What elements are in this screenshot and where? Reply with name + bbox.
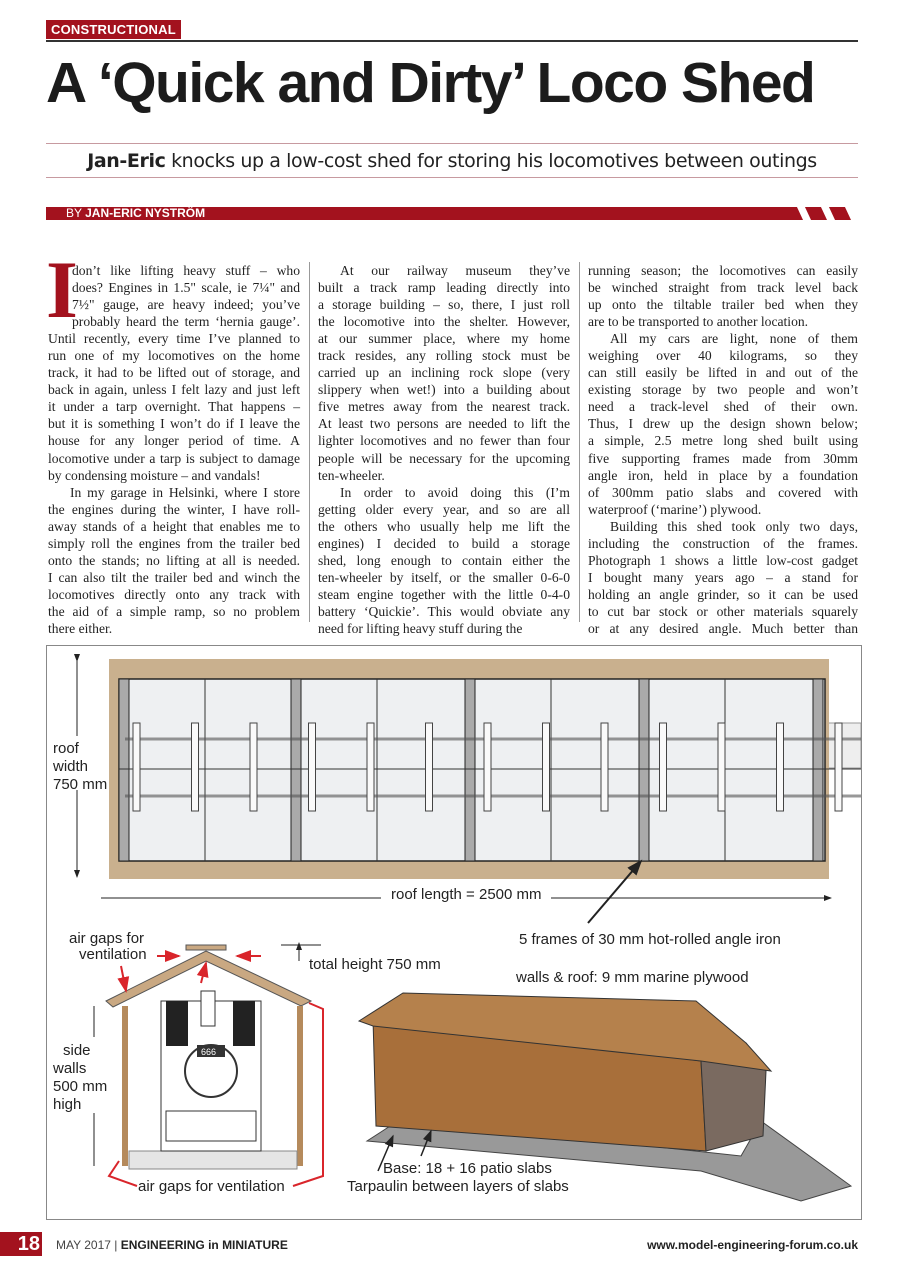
roof-width-label: 750 mm [53, 776, 108, 793]
text-line: or at any desired angle. Much better than [588, 620, 858, 636]
roof-width-label: roof [53, 740, 79, 757]
footer-url[interactable]: www.model-engineering-forum.co.uk [647, 1238, 858, 1252]
text-line: house for any longer period of time. A [48, 433, 300, 449]
text-line: the engines during the winter, I have roll- [48, 501, 300, 517]
roof-plan-view [109, 659, 861, 879]
text-line: I bought many years ago – a stand for [588, 569, 858, 585]
text-line: can still easily be lifted in and out of the [588, 365, 858, 381]
text-line: need for lifting heavy stuff during the [318, 620, 523, 636]
cross-section-view [106, 945, 311, 1169]
text-line: it under a tarp overnight. That happens – [48, 399, 300, 415]
side-walls-label: walls [53, 1060, 87, 1077]
text-line: At our railway museum they’ve [340, 263, 570, 278]
track-sleeper [309, 723, 316, 811]
text-line: away stands of a height that enables me to [48, 518, 300, 534]
text-line: by condensing moisture – and vandals! [48, 467, 261, 483]
text-line: ten-wheeler. [318, 467, 385, 483]
text-line: locomotives directly onto any track with [48, 586, 300, 602]
article-column-1 [48, 262, 300, 637]
angle-iron-frame [813, 679, 823, 861]
text-line: Photograph 1 shows a little low-cost gadget [588, 552, 858, 568]
text-line: existing storage by two people and won’t [588, 382, 858, 398]
roof-length-label: roof length = 2500 mm [391, 886, 542, 903]
drop-cap: I [46, 244, 78, 335]
text-line: the others who usually help me lift the [318, 518, 570, 534]
decor-stripe [829, 207, 851, 220]
text-line: weighing over 40 kilograms, so they [588, 348, 858, 364]
side-walls-label: 500 mm [53, 1078, 108, 1095]
byline-prefix: BY [66, 206, 86, 220]
text-line: probably heard the term ‘hernia gauge’. [72, 314, 300, 330]
track-sleeper [660, 723, 667, 811]
standfirst-text: knocks up a low-cost shed for storing his locomotives between outings [165, 150, 817, 172]
text-line: including the construction of the frames. [588, 535, 858, 551]
track-sleeper [718, 723, 725, 811]
text-line: ten-wheeler by itself, or the smaller 0-6-0 [318, 569, 570, 585]
track-sleeper [601, 723, 608, 811]
track-sleeper [484, 723, 491, 811]
text-line: the locomotive into the shelter. However, [318, 314, 570, 330]
frames-label: 5 frames of 30 mm hot-rolled angle iron [519, 931, 781, 948]
text-line: the aid of a simple ramp, so no problem [48, 603, 300, 619]
air-gaps-top-label: ventilation [79, 946, 147, 963]
text-line: At least two persons are needed to lift the [318, 416, 570, 432]
side-walls-label: high [53, 1096, 82, 1113]
standfirst [46, 150, 858, 172]
text-line: Thus, I drew up the design shown below; [588, 416, 858, 432]
air-gaps-top-label: air gaps for [69, 930, 145, 947]
angle-iron-frame [639, 679, 649, 861]
text-line: be winched straight from track level back [588, 280, 858, 296]
text-line: Building this shed took only two days, [610, 518, 858, 534]
text-line: up onto the tiltable trailer bed when they [588, 297, 858, 313]
text-line: In my garage in Helsinki, where I store [70, 484, 300, 500]
text-line: All my cars are light, none of them [610, 331, 858, 347]
text-line: 7½" gauge, are heavy indeed; you’ve [72, 297, 300, 313]
text-line: onto the stands; no lifting at all is needed. [48, 552, 300, 568]
text-line: of 300mm patio slabs and covered with [588, 484, 858, 500]
divider [46, 177, 858, 178]
byline-author: JAN-ERIC NYSTRÖM [85, 206, 206, 220]
angle-iron-frame [119, 679, 129, 861]
text-line: does? Engines in 1.5" scale, ie 7¼" and [72, 280, 300, 296]
column-rule [579, 262, 580, 622]
air-gaps-bottom-label: air gaps for ventilation [138, 1178, 285, 1195]
track-sleeper [250, 723, 257, 811]
text-line: are to be transported to another location. [588, 314, 809, 330]
track-sleeper [367, 723, 374, 811]
angle-iron-frame [291, 679, 301, 861]
decor-stripe [805, 207, 827, 220]
side-walls-label: side [63, 1042, 91, 1059]
text-line: to cut bar stock or other materials squarely [588, 603, 858, 619]
issue-date: MAY 2017 | [56, 1238, 121, 1252]
magazine-name: ENGINEERING in MINIATURE [120, 1238, 288, 1252]
text-line: angle iron, held in place by a foundation [588, 467, 858, 483]
article-title: A ‘Quick and Dirty’ Loco Shed [46, 51, 815, 115]
footer-issue [56, 1238, 288, 1252]
text-line: steam engine together with the little 0-4-0 [318, 586, 570, 602]
text-line: don’t like lifting heavy stuff – who [72, 263, 300, 278]
divider [46, 143, 858, 144]
text-line: five metres away from the nearest track. [318, 399, 570, 415]
track-sleeper [192, 723, 199, 811]
article-column-2 [318, 262, 570, 637]
text-line: five supporting frames made from 30mm [588, 450, 858, 466]
text-line: holding an angle grinder, so it can be used [588, 586, 858, 602]
text-line: run one of my locomotives on the home [48, 348, 300, 364]
text-line: track resides, any rolling stock must be [318, 348, 570, 364]
text-line: at our summer place, where my home [318, 331, 570, 347]
base-label: Tarpaulin between layers of slabs [347, 1178, 569, 1195]
track-sleeper [835, 723, 842, 811]
text-line: a simple, 2.5 metre long shed built using [588, 433, 858, 449]
text-line: shed, long enough to contain either the [318, 552, 570, 568]
angle-iron-frame [465, 679, 475, 861]
article-column-3 [588, 262, 858, 637]
byline [46, 207, 796, 220]
text-line: running season; the locomotives can easily [588, 263, 858, 278]
track-sleeper [426, 723, 433, 811]
text-line: waterproof (‘marine’) plywood. [588, 501, 762, 517]
track-sleeper [543, 723, 550, 811]
text-line: a storage building – so, there, I just roll [318, 297, 570, 313]
text-line: slippery when wet!) into a building about [318, 382, 570, 398]
track-sleeper [133, 723, 140, 811]
text-line: locomotive under a tarp is subject to damage [48, 450, 300, 466]
text-line: people will be necessary for the upcoming [318, 450, 570, 466]
text-line: engines) I decided to build a storage [318, 535, 570, 551]
text-line: battery ‘Quickie’. This would obviate any [318, 603, 570, 619]
walls-roof-label: walls & roof: 9 mm marine plywood [516, 969, 749, 986]
text-line: need a track-level shed of their own. [588, 399, 858, 415]
roof-width-label: width [53, 758, 89, 775]
text-line: lighter locomotives and no fewer than four [318, 433, 570, 449]
text-line: getting older every year, and so are all [318, 501, 570, 517]
text-line: back in again, unless I felt lazy and just left [48, 382, 300, 398]
section-tag: CONSTRUCTIONAL [46, 20, 181, 39]
text-line: Until recently, every time I’ve planned to [48, 331, 300, 347]
text-line: track, it had to be lifted out of storage, and [48, 365, 300, 381]
column-rule [309, 262, 310, 622]
text-line: but it is something I won’t do if I leave the [48, 416, 300, 432]
text-line: simply roll the engines from the trailer bed [48, 535, 300, 551]
divider [46, 40, 858, 42]
shed-diagram [46, 645, 862, 1220]
base-label: Base: 18 + 16 patio slabs [383, 1160, 552, 1177]
text-line: In order to avoid doing this (I’m [340, 484, 570, 500]
track-sleeper [777, 723, 784, 811]
loco-number: 666 [201, 1047, 217, 1057]
text-line: built a track ramp leading directly into [318, 280, 570, 296]
text-line: carried up an inclining rock slope (very [318, 365, 570, 381]
text-line: I can also tilt the trailer bed and winch the [48, 569, 300, 585]
text-line: there either. [48, 620, 113, 636]
total-height-label: total height 750 mm [309, 956, 441, 973]
page-number: 18 [0, 1232, 42, 1256]
standfirst-name: Jan-Eric [87, 150, 166, 172]
